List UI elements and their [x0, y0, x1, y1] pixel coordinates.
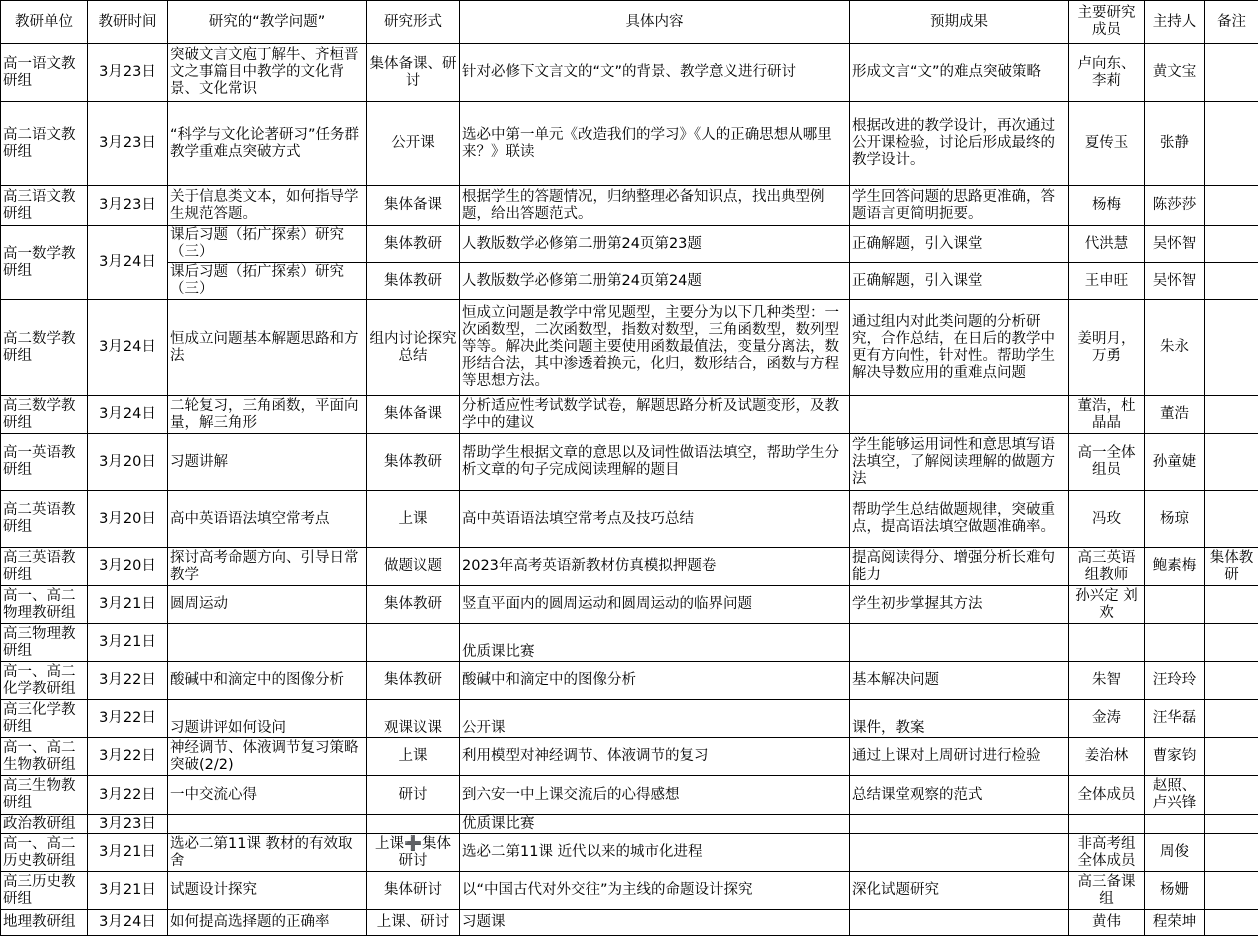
host-cell: 杨姗: [1145, 872, 1205, 910]
table-row: [1, 263, 1258, 300]
table-row: [1, 624, 1258, 662]
problem-cell: “科学与文化论著研习”任务群教学重难点突破方式: [168, 102, 367, 186]
content-cell: 竖直平面内的圆周运动和圆周运动的临界问题: [460, 586, 850, 624]
host-cell: 黄文宝: [1145, 44, 1205, 102]
form-cell: 集体研讨: [367, 872, 460, 910]
content-cell: 根据学生的答题情况，归纳整理必备知识点，找出典型例题，给出答题范式。: [460, 186, 850, 226]
date-cell: 3月22日: [88, 738, 168, 776]
outcome-cell: 学生初步掌握其方法: [850, 586, 1069, 624]
problem-cell: 二轮复习，三角函数，平面向量，解三角形: [168, 396, 367, 434]
table-row: [1, 834, 1258, 872]
unit-cell: 高一英语教研组: [1, 434, 88, 491]
content-cell: 利用模型对神经调节、体液调节的复习: [460, 738, 850, 776]
form-cell: 集体备课: [367, 396, 460, 434]
members-cell: 卢向东、李莉: [1069, 44, 1145, 102]
content-cell: 选必中第一单元《改造我们的学习》《人的正确思想从哪里来？》联读: [460, 102, 850, 186]
problem-cell: [168, 815, 367, 834]
host-cell: 张静: [1145, 102, 1205, 186]
problem-cell: 突破文言文庖丁解牛、齐桓晋文之事篇目中教学的文化背景、文化常识: [168, 44, 367, 102]
header-cell: 教研单位: [1, 1, 88, 44]
outcome-cell: 基本解决问题: [850, 662, 1069, 700]
unit-cell: 高二数学教研组: [1, 300, 88, 396]
note-cell: [1205, 700, 1258, 738]
content-cell: 以“中国古代对外交往”为主线的命题设计探究: [460, 872, 850, 910]
host-cell: 陈莎莎: [1145, 186, 1205, 226]
note-cell: [1205, 434, 1258, 491]
members-cell: 孙兴定 刘欢: [1069, 586, 1145, 624]
members-cell: 代洪慧: [1069, 226, 1145, 263]
outcome-cell: [850, 624, 1069, 662]
host-cell: 汪华磊: [1145, 700, 1205, 738]
form-cell: 集体备课: [367, 186, 460, 226]
unit-cell: 高三化学教研组: [1, 700, 88, 738]
note-cell: [1205, 624, 1258, 662]
form-cell: 研讨: [367, 776, 460, 815]
form-cell: [367, 624, 460, 662]
host-cell: 吴怀智: [1145, 226, 1205, 263]
header-cell: 主持人: [1145, 1, 1205, 44]
note-cell: [1205, 738, 1258, 776]
outcome-cell: 通过组内对此类问题的分析研究，合作总结，在日后的教学中更有方向性，针对性。帮助学生解决导数应用的重难点问题: [850, 300, 1069, 396]
members-cell: 杨梅: [1069, 186, 1145, 226]
header-cell: 预期成果: [850, 1, 1069, 44]
date-cell: 3月22日: [88, 776, 168, 815]
unit-cell: 高一数学教研组: [1, 226, 88, 300]
form-cell: 做题议题: [367, 548, 460, 586]
content-cell: 高中英语语法填空常考点及技巧总结: [460, 491, 850, 548]
unit-cell: 高二语文教研组: [1, 102, 88, 186]
date-cell: 3月24日: [88, 300, 168, 396]
members-cell: [1069, 815, 1145, 834]
header-cell: 研究形式: [367, 1, 460, 44]
unit-cell: 高三英语教研组: [1, 548, 88, 586]
content-cell: 习题课: [460, 910, 850, 936]
content-cell: 人教版数学必修第二册第24页第23题: [460, 226, 850, 263]
form-cell: 集体教研: [367, 263, 460, 300]
host-cell: [1145, 586, 1205, 624]
members-cell: 金涛: [1069, 700, 1145, 738]
header-cell: 教研时间: [88, 1, 168, 44]
table-row: [1, 872, 1258, 910]
host-cell: 朱永: [1145, 300, 1205, 396]
problem-cell: 圆周运动: [168, 586, 367, 624]
form-cell: 上课、研讨: [367, 910, 460, 936]
content-cell: 人教版数学必修第二册第24页第24题: [460, 263, 850, 300]
problem-cell: 神经调节、体液调节复习策略突破(2/2): [168, 738, 367, 776]
outcome-cell: 学生回答问题的思路更准确，答题语言更简明扼要。: [850, 186, 1069, 226]
unit-cell: 高一、高二化学教研组: [1, 662, 88, 700]
members-cell: 朱智: [1069, 662, 1145, 700]
outcome-cell: [850, 910, 1069, 936]
content-cell: 优质课比赛: [460, 815, 850, 834]
date-cell: 3月23日: [88, 815, 168, 834]
members-cell: 王申旺: [1069, 263, 1145, 300]
unit-cell: 高三语文教研组: [1, 186, 88, 226]
problem-cell: 探讨高考命题方向、引导日常教学: [168, 548, 367, 586]
table-row: [1, 910, 1258, 936]
note-cell: [1205, 662, 1258, 700]
content-cell: 选必二第11课 近代以来的城市化进程: [460, 834, 850, 872]
content-cell: 酸碱中和滴定中的图像分析: [460, 662, 850, 700]
members-cell: [1069, 624, 1145, 662]
note-cell: [1205, 776, 1258, 815]
host-cell: 周俊: [1145, 834, 1205, 872]
date-cell: 3月24日: [88, 396, 168, 434]
form-cell: 上课➕集体研讨: [367, 834, 460, 872]
members-cell: 高三备课组: [1069, 872, 1145, 910]
table-row: [1, 738, 1258, 776]
host-cell: 吴怀智: [1145, 263, 1205, 300]
problem-cell: 课后习题（拓广探索）研究（三）: [168, 226, 367, 263]
members-cell: 黄伟: [1069, 910, 1145, 936]
table-row: [1, 186, 1258, 226]
note-cell: [1205, 910, 1258, 936]
note-cell: [1205, 102, 1258, 186]
problem-cell: 酸碱中和滴定中的图像分析: [168, 662, 367, 700]
outcome-cell: 帮助学生总结做题规律，突破重点，提高语法填空做题准确率。: [850, 491, 1069, 548]
members-cell: 高三英语组教师: [1069, 548, 1145, 586]
members-cell: 夏传玉: [1069, 102, 1145, 186]
unit-cell: 高一、高二生物教研组: [1, 738, 88, 776]
form-cell: [367, 815, 460, 834]
content-cell: 2023年高考英语新教材仿真模拟押题卷: [460, 548, 850, 586]
table-row: [1, 491, 1258, 548]
problem-cell: 如何提高选择题的正确率: [168, 910, 367, 936]
date-cell: 3月21日: [88, 834, 168, 872]
header-cell: 具体内容: [460, 1, 850, 44]
members-cell: 高一全体组员: [1069, 434, 1145, 491]
host-cell: 董浩: [1145, 396, 1205, 434]
outcome-cell: 正确解题，引入课堂: [850, 226, 1069, 263]
unit-cell: 高三生物教研组: [1, 776, 88, 815]
host-cell: 鲍素梅: [1145, 548, 1205, 586]
outcome-cell: [850, 815, 1069, 834]
host-cell: [1145, 624, 1205, 662]
table-row: [1, 44, 1258, 102]
table-row: [1, 300, 1258, 396]
outcome-cell: 总结课堂观察的范式: [850, 776, 1069, 815]
unit-cell: 地理教研组: [1, 910, 88, 936]
table-row: [1, 396, 1258, 434]
table-row: [1, 815, 1258, 834]
content-cell: 公开课: [460, 700, 850, 738]
date-cell: 3月21日: [88, 586, 168, 624]
unit-cell: 高一、高二物理教研组: [1, 586, 88, 624]
content-cell: 恒成立问题是教学中常见题型，主要分为以下几种类型：一次函数型，二次函数型，指数对数型，三角函数型，数列型等等。解决此类问题主要使用函数最值法，变量分离法，数形结合法，其中渗透着换元，化归，数形结合，函数与方程等思想方法。: [460, 300, 850, 396]
problem-cell: 恒成立问题基本解题思路和方法: [168, 300, 367, 396]
header-cell: 研究的“教学问题”: [168, 1, 367, 44]
date-cell: 3月22日: [88, 700, 168, 738]
outcome-cell: [850, 834, 1069, 872]
note-cell: [1205, 300, 1258, 396]
members-cell: 姜治林: [1069, 738, 1145, 776]
note-cell: [1205, 491, 1258, 548]
outcome-cell: 根据改进的教学设计，再次通过公开课检验，讨论后形成最终的教学设计。: [850, 102, 1069, 186]
content-cell: 到六安一中上课交流后的心得感想: [460, 776, 850, 815]
table-row: [1, 586, 1258, 624]
content-cell: 帮助学生根据文章的意思以及词性做语法填空，帮助学生分析文章的句子完成阅读理解的题目: [460, 434, 850, 491]
host-cell: [1145, 815, 1205, 834]
form-cell: 集体教研: [367, 434, 460, 491]
form-cell: 集体教研: [367, 226, 460, 263]
date-cell: 3月20日: [88, 491, 168, 548]
table-row: [1, 776, 1258, 815]
host-cell: 杨琼: [1145, 491, 1205, 548]
table-row: [1, 434, 1258, 491]
unit-cell: 高三历史教研组: [1, 872, 88, 910]
table-row: [1, 226, 1258, 263]
outcome-cell: [850, 396, 1069, 434]
note-cell: [1205, 396, 1258, 434]
problem-cell: 关于信息类文本，如何指导学生规范答题。: [168, 186, 367, 226]
content-cell: 优质课比赛: [460, 624, 850, 662]
note-cell: [1205, 263, 1258, 300]
note-cell: [1205, 44, 1258, 102]
unit-cell: 高三物理教研组: [1, 624, 88, 662]
host-cell: 赵照、卢兴锋: [1145, 776, 1205, 815]
form-cell: 公开课: [367, 102, 460, 186]
note-cell: [1205, 834, 1258, 872]
date-cell: 3月23日: [88, 102, 168, 186]
note-cell: [1205, 226, 1258, 263]
outcome-cell: 提高阅读得分、增强分析长难句能力: [850, 548, 1069, 586]
form-cell: 集体教研: [367, 586, 460, 624]
table-row: [1, 548, 1258, 586]
unit-cell: 高三数学教研组: [1, 396, 88, 434]
host-cell: 汪玲玲: [1145, 662, 1205, 700]
note-cell: [1205, 815, 1258, 834]
host-cell: 孙童婕: [1145, 434, 1205, 491]
date-cell: 3月20日: [88, 434, 168, 491]
members-cell: 姜明月，万勇: [1069, 300, 1145, 396]
problem-cell: 课后习题（拓广探索）研究（三）: [168, 263, 367, 300]
form-cell: 上课: [367, 738, 460, 776]
unit-cell: 高二英语教研组: [1, 491, 88, 548]
form-cell: 观课议课: [367, 700, 460, 738]
date-cell: 3月21日: [88, 624, 168, 662]
form-cell: 集体备课、研讨: [367, 44, 460, 102]
host-cell: 曹家钧: [1145, 738, 1205, 776]
header-cell: 主要研究成员: [1069, 1, 1145, 44]
date-cell: 3月20日: [88, 548, 168, 586]
date-cell: 3月23日: [88, 186, 168, 226]
outcome-cell: 深化试题研究: [850, 872, 1069, 910]
outcome-cell: 通过上课对上周研讨进行检验: [850, 738, 1069, 776]
date-cell: 3月24日: [88, 910, 168, 936]
form-cell: 集体教研: [367, 662, 460, 700]
problem-cell: 习题讲评如何设问: [168, 700, 367, 738]
content-cell: 针对必修下文言文的“文”的背景、教学意义进行研讨: [460, 44, 850, 102]
note-cell: [1205, 872, 1258, 910]
date-cell: 3月23日: [88, 44, 168, 102]
members-cell: 非高考组全体成员: [1069, 834, 1145, 872]
unit-cell: 政治教研组: [1, 815, 88, 834]
table-row: [1, 662, 1258, 700]
header-row: [1, 1, 1258, 44]
date-cell: 3月22日: [88, 662, 168, 700]
members-cell: 冯玫: [1069, 491, 1145, 548]
date-cell: 3月24日: [88, 226, 168, 300]
unit-cell: 高一语文教研组: [1, 44, 88, 102]
problem-cell: 选必二第11课 教材的有效取舍: [168, 834, 367, 872]
outcome-cell: 正确解题，引入课堂: [850, 263, 1069, 300]
problem-cell: 试题设计探究: [168, 872, 367, 910]
problem-cell: [168, 624, 367, 662]
note-cell: [1205, 586, 1258, 624]
table-row: [1, 102, 1258, 186]
header-cell: 备注: [1205, 1, 1258, 44]
unit-cell: 高一、高二历史教研组: [1, 834, 88, 872]
note-cell: 集体教研: [1205, 548, 1258, 586]
form-cell: 上课: [367, 491, 460, 548]
problem-cell: 习题讲解: [168, 434, 367, 491]
outcome-cell: 课件，教案: [850, 700, 1069, 738]
note-cell: [1205, 186, 1258, 226]
date-cell: 3月21日: [88, 872, 168, 910]
host-cell: 程荣坤: [1145, 910, 1205, 936]
members-cell: 董浩，杜晶晶: [1069, 396, 1145, 434]
outcome-cell: 学生能够运用词性和意思填写语法填空，了解阅读理解的做题方法: [850, 434, 1069, 491]
table-row: [1, 700, 1258, 738]
content-cell: 分析适应性考试数学试卷，解题思路分析及试题变形，及教学中的建议: [460, 396, 850, 434]
members-cell: 全体成员: [1069, 776, 1145, 815]
form-cell: 组内讨论探究总结: [367, 300, 460, 396]
problem-cell: 一中交流心得: [168, 776, 367, 815]
problem-cell: 高中英语语法填空常考点: [168, 491, 367, 548]
outcome-cell: 形成文言“文”的难点突破策略: [850, 44, 1069, 102]
